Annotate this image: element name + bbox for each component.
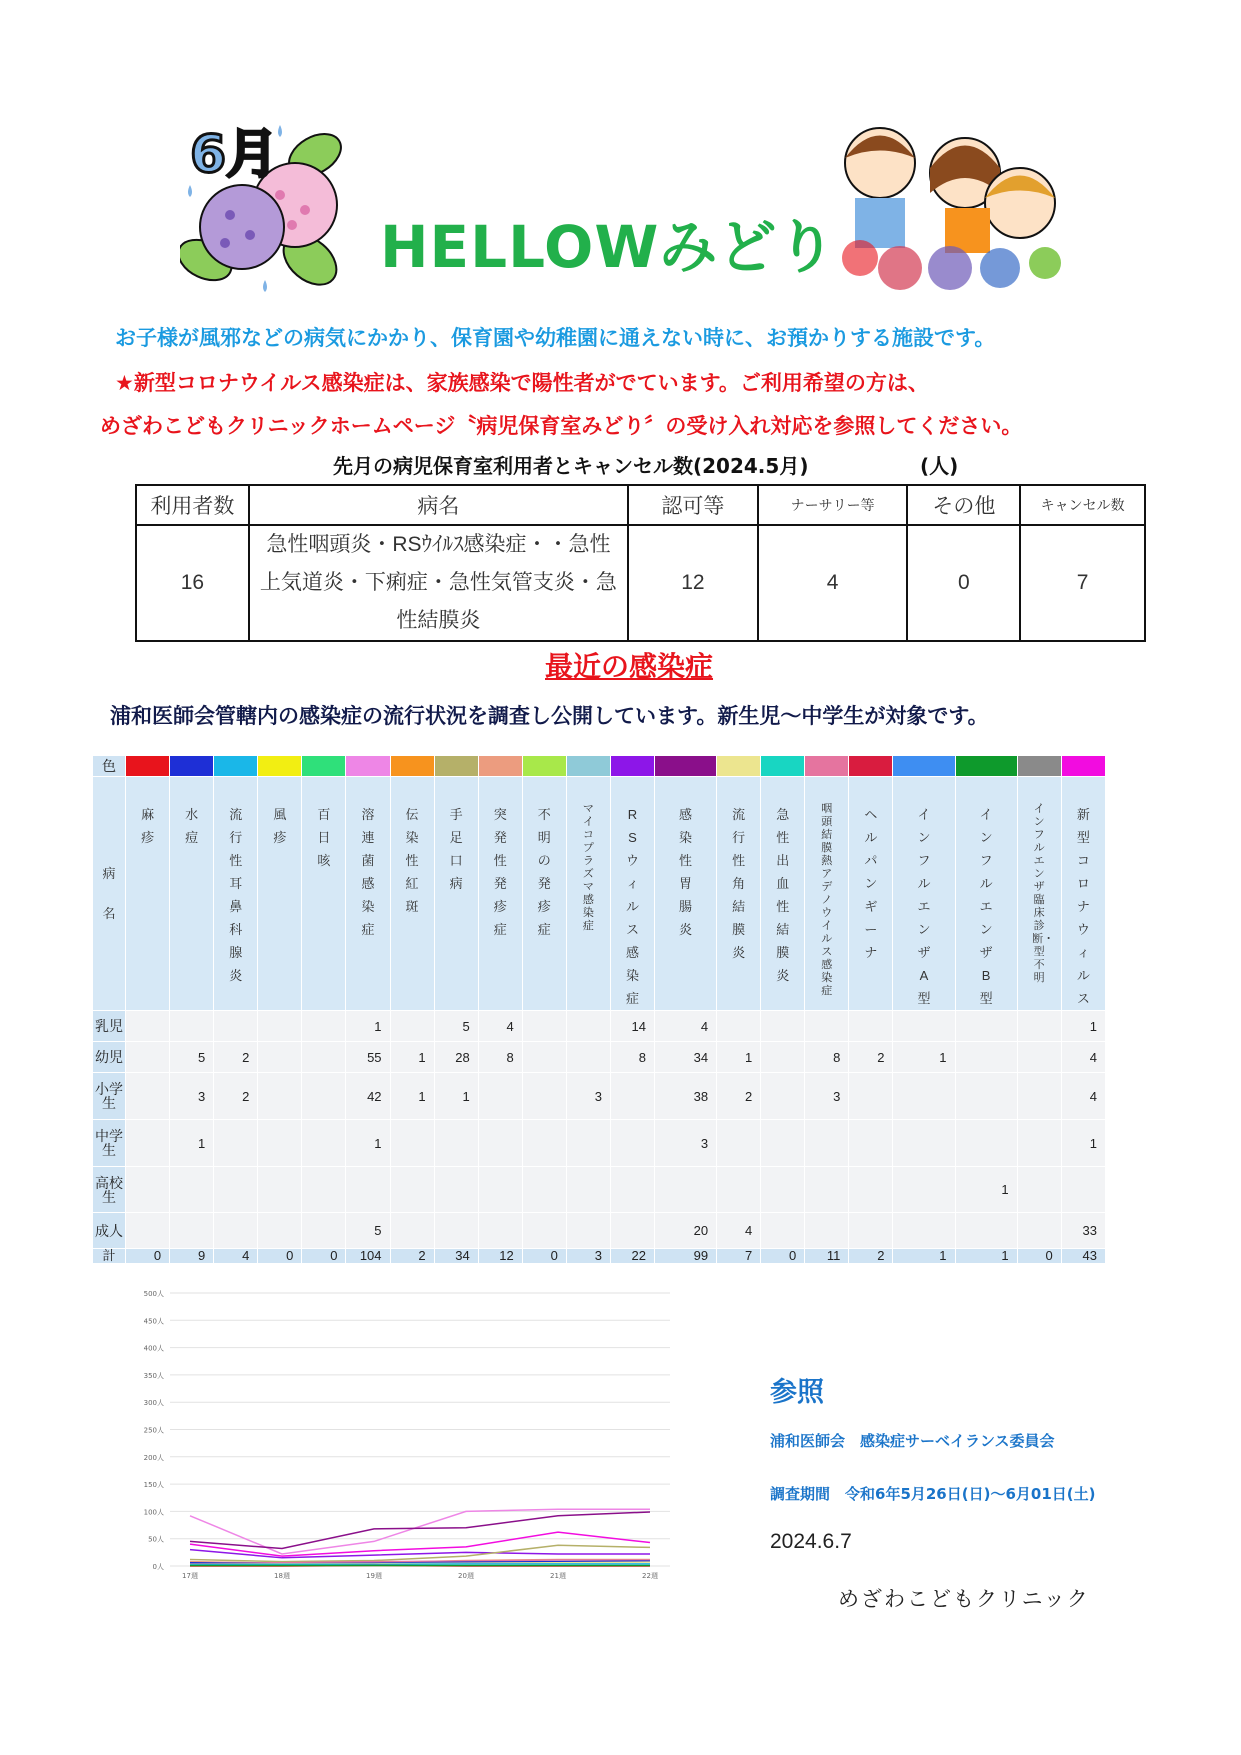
case-count: 1 — [893, 1042, 955, 1073]
cell-cancel: 7 — [1020, 525, 1145, 641]
total-row-label: 計 — [93, 1249, 126, 1264]
case-count — [522, 1042, 566, 1073]
case-count — [434, 1167, 478, 1213]
disease-name-label: 病名 — [102, 865, 116, 921]
total-count: 0 — [522, 1249, 566, 1264]
case-count — [893, 1073, 955, 1120]
case-count: 3 — [566, 1073, 610, 1120]
case-count: 55 — [346, 1042, 390, 1073]
case-count — [258, 1167, 302, 1213]
case-count — [522, 1213, 566, 1249]
color-swatch — [955, 756, 1017, 777]
disease-name: 流行性耳鼻科腺炎 — [229, 807, 243, 983]
cell-users: 16 — [136, 525, 249, 641]
intro-line-3: めざわこどもクリニックホームページ〝病児保育室みどり〞の受け入れ対応を参照してください。 — [100, 414, 1023, 438]
case-count — [955, 1042, 1017, 1073]
case-count — [478, 1213, 522, 1249]
color-swatch — [478, 756, 522, 777]
y-tick-label: 350人 — [143, 1371, 164, 1380]
disease-name-header — [214, 777, 258, 1011]
total-count: 2 — [390, 1249, 434, 1264]
cell-diseases: 急性咽頭炎・RSｳｲﾙｽ感染症・・急性上気道炎・下痢症・急性気管支炎・急性結膜炎 — [249, 525, 628, 641]
case-count — [170, 1213, 214, 1249]
disease-name: 流行性角結膜炎 — [732, 807, 746, 960]
disease-name-header — [434, 777, 478, 1011]
y-tick-label: 150人 — [143, 1481, 164, 1490]
total-count: 2 — [849, 1249, 893, 1264]
case-count — [302, 1042, 346, 1073]
age-group-label: 高校生 — [93, 1167, 126, 1213]
case-count — [258, 1213, 302, 1249]
disease-name-row-label — [93, 777, 126, 1011]
cell-other: 0 — [907, 525, 1020, 641]
case-count: 20 — [655, 1213, 717, 1249]
total-count: 9 — [170, 1249, 214, 1264]
case-count — [566, 1011, 610, 1042]
case-count: 1 — [346, 1120, 390, 1167]
reference-period: 調査期間 令和6年5月26日(日)～6月01日(土) — [770, 1485, 1096, 1503]
total-count: 4 — [214, 1249, 258, 1264]
disease-name-header — [566, 777, 610, 1011]
color-swatch — [761, 756, 805, 777]
case-count: 5 — [170, 1042, 214, 1073]
color-swatch — [214, 756, 258, 777]
disease-name: 伝染性紅斑 — [405, 807, 419, 914]
x-tick-label: 22週 — [642, 1572, 658, 1580]
case-count: 2 — [849, 1042, 893, 1073]
case-count — [302, 1073, 346, 1120]
total-count: 22 — [610, 1249, 654, 1264]
case-count — [893, 1213, 955, 1249]
case-count: 3 — [805, 1073, 849, 1120]
case-count: 1 — [955, 1167, 1017, 1213]
case-count — [955, 1120, 1017, 1167]
case-count: 1 — [717, 1042, 761, 1073]
case-count — [522, 1011, 566, 1042]
case-count — [302, 1011, 346, 1042]
color-swatch — [258, 756, 302, 777]
case-count — [955, 1073, 1017, 1120]
case-count: 1 — [434, 1073, 478, 1120]
disease-name: 風疹 — [273, 807, 287, 845]
disease-name: ヘルパンギーナ — [864, 807, 878, 960]
total-count: 0 — [302, 1249, 346, 1264]
case-count: 4 — [1061, 1042, 1105, 1073]
case-count — [302, 1120, 346, 1167]
disease-name: インフルエンザ臨床診断・型不明 — [1032, 803, 1055, 984]
total-count: 43 — [1061, 1249, 1105, 1264]
intro-line-2: ★新型コロナウイルス感染症は、家族感染で陽性者がでています。ご利用希望の方は、 — [115, 371, 929, 395]
recent-infections-heading: 最近の感染症 — [545, 650, 714, 683]
series-line — [190, 1512, 650, 1549]
disease-name: 急性出血性結膜炎 — [776, 807, 790, 983]
color-swatch — [655, 756, 717, 777]
header-nursery: ナーサリー等 — [758, 485, 908, 525]
case-count: 1 — [346, 1011, 390, 1042]
case-count — [390, 1011, 434, 1042]
x-tick-label: 20週 — [458, 1572, 474, 1580]
disease-name-header — [522, 777, 566, 1011]
cell-nursery: 4 — [758, 525, 908, 641]
case-count — [610, 1073, 654, 1120]
disease-name-header — [1061, 777, 1105, 1011]
case-count — [849, 1167, 893, 1213]
case-count — [761, 1213, 805, 1249]
disease-name: 百日咳 — [317, 807, 331, 868]
case-count — [302, 1167, 346, 1213]
disease-name-header — [478, 777, 522, 1011]
disease-name-header — [170, 777, 214, 1011]
disease-name-header — [849, 777, 893, 1011]
reference-title: 参照 — [770, 1377, 824, 1408]
y-tick-label: 100人 — [143, 1508, 164, 1517]
case-count — [214, 1213, 258, 1249]
case-count — [258, 1120, 302, 1167]
usage-table-title: 先月の病児保育室利用者とキャンセル数(2024.5月) — [333, 454, 809, 478]
case-count — [478, 1167, 522, 1213]
case-count — [566, 1120, 610, 1167]
color-swatch — [717, 756, 761, 777]
color-swatch — [566, 756, 610, 777]
case-count: 4 — [717, 1213, 761, 1249]
case-count — [126, 1167, 170, 1213]
case-count — [434, 1120, 478, 1167]
case-count: 5 — [434, 1011, 478, 1042]
case-count — [390, 1120, 434, 1167]
case-count — [434, 1213, 478, 1249]
case-count: 38 — [655, 1073, 717, 1120]
case-count — [955, 1213, 1017, 1249]
infection-table — [92, 755, 1106, 1264]
case-count: 5 — [346, 1213, 390, 1249]
case-count — [126, 1011, 170, 1042]
case-count — [478, 1073, 522, 1120]
case-count — [214, 1167, 258, 1213]
case-count: 4 — [655, 1011, 717, 1042]
y-tick-label: 300人 — [143, 1399, 164, 1408]
case-count — [1017, 1213, 1061, 1249]
age-group-label: 乳児 — [93, 1011, 126, 1042]
case-count — [126, 1213, 170, 1249]
disease-name-header — [717, 777, 761, 1011]
case-count — [717, 1011, 761, 1042]
x-tick-label: 19週 — [366, 1572, 382, 1580]
case-count: 2 — [717, 1073, 761, 1120]
color-swatch — [849, 756, 893, 777]
case-count — [717, 1167, 761, 1213]
x-tick-label: 18週 — [274, 1572, 290, 1580]
total-count: 3 — [566, 1249, 610, 1264]
case-count — [214, 1120, 258, 1167]
case-count — [126, 1120, 170, 1167]
case-count — [805, 1167, 849, 1213]
total-count: 0 — [1017, 1249, 1061, 1264]
disease-name-header — [390, 777, 434, 1011]
color-swatch — [434, 756, 478, 777]
disease-name-header — [610, 777, 654, 1011]
case-count — [893, 1120, 955, 1167]
case-count: 8 — [805, 1042, 849, 1073]
case-count — [390, 1213, 434, 1249]
case-count — [566, 1167, 610, 1213]
color-swatch — [390, 756, 434, 777]
case-count: 2 — [214, 1042, 258, 1073]
issue-date: 2024.6.7 — [770, 1530, 852, 1553]
color-swatch — [893, 756, 955, 777]
case-count — [717, 1120, 761, 1167]
disease-name: RSウィルス感染症 — [625, 807, 639, 1006]
disease-name-header — [1017, 777, 1061, 1011]
case-count: 14 — [610, 1011, 654, 1042]
usage-table-unit: (人) — [920, 454, 959, 478]
y-tick-label: 50人 — [148, 1535, 164, 1544]
case-count — [1017, 1042, 1061, 1073]
case-count — [849, 1073, 893, 1120]
case-count — [805, 1011, 849, 1042]
total-count: 12 — [478, 1249, 522, 1264]
header-users: 利用者数 — [136, 485, 249, 525]
case-count — [258, 1042, 302, 1073]
total-count: 0 — [126, 1249, 170, 1264]
case-count — [522, 1120, 566, 1167]
disease-name-header — [955, 777, 1017, 1011]
case-count — [893, 1011, 955, 1042]
header-diseases: 病名 — [249, 485, 628, 525]
disease-name-header — [805, 777, 849, 1011]
case-count: 4 — [1061, 1073, 1105, 1120]
case-count: 42 — [346, 1073, 390, 1120]
x-tick-label: 17週 — [182, 1572, 198, 1580]
age-group-label: 成人 — [93, 1213, 126, 1249]
disease-name-header — [893, 777, 955, 1011]
clinic-name: めざわこどもクリニック — [838, 1587, 1090, 1611]
header-cancel: キャンセル数 — [1020, 485, 1145, 525]
case-count — [566, 1042, 610, 1073]
disease-name-header — [258, 777, 302, 1011]
case-count — [170, 1011, 214, 1042]
total-count: 104 — [346, 1249, 390, 1264]
total-count: 99 — [655, 1249, 717, 1264]
case-count: 1 — [1061, 1011, 1105, 1042]
case-count: 3 — [170, 1073, 214, 1120]
color-swatch — [522, 756, 566, 777]
weekly-infection-line-chart — [120, 1283, 680, 1583]
case-count — [1061, 1167, 1105, 1213]
color-swatch — [126, 756, 170, 777]
color-swatch — [170, 756, 214, 777]
intro-line-1: お子様が風邪などの病気にかかり、保育園や幼稚園に通えない時に、お預かりする施設です。 — [115, 326, 996, 350]
x-tick-label: 21週 — [550, 1572, 566, 1580]
disease-name: マイコプラズマ感染症 — [582, 803, 594, 932]
case-count: 2 — [214, 1073, 258, 1120]
disease-name: 水痘 — [185, 807, 199, 845]
case-count: 3 — [655, 1120, 717, 1167]
disease-name: インフルエンザA型 — [917, 807, 931, 1006]
disease-name: 麻疹 — [141, 807, 155, 845]
case-count — [610, 1120, 654, 1167]
age-group-label: 中学生 — [93, 1120, 126, 1167]
total-count: 0 — [258, 1249, 302, 1264]
total-count: 0 — [761, 1249, 805, 1264]
newsletter-title: HELLOWみどり — [380, 213, 837, 281]
case-count — [1017, 1120, 1061, 1167]
case-count: 28 — [434, 1042, 478, 1073]
disease-name-header — [761, 777, 805, 1011]
case-count: 1 — [390, 1073, 434, 1120]
y-tick-label: 500人 — [143, 1290, 164, 1298]
case-count — [849, 1011, 893, 1042]
case-count — [522, 1073, 566, 1120]
case-count — [805, 1120, 849, 1167]
disease-name: 溶連菌感染症 — [361, 807, 375, 937]
case-count: 34 — [655, 1042, 717, 1073]
case-count — [655, 1167, 717, 1213]
case-count — [522, 1167, 566, 1213]
case-count — [1017, 1167, 1061, 1213]
case-count — [761, 1073, 805, 1120]
total-count: 1 — [893, 1249, 955, 1264]
case-count — [566, 1213, 610, 1249]
total-count: 1 — [955, 1249, 1017, 1264]
reference-source: 浦和医師会 感染症サーベイランス委員会 — [770, 1432, 1055, 1450]
disease-name: 感染性胃腸炎 — [679, 807, 693, 937]
y-tick-label: 0人 — [152, 1563, 164, 1571]
case-count — [126, 1042, 170, 1073]
disease-name-header — [346, 777, 390, 1011]
case-count: 4 — [478, 1011, 522, 1042]
age-group-label: 幼児 — [93, 1042, 126, 1073]
age-group-label: 小学生 — [93, 1073, 126, 1120]
case-count — [346, 1167, 390, 1213]
color-swatch — [610, 756, 654, 777]
case-count — [761, 1120, 805, 1167]
color-swatch — [805, 756, 849, 777]
total-count: 11 — [805, 1249, 849, 1264]
color-swatch — [1061, 756, 1105, 777]
case-count — [610, 1167, 654, 1213]
case-count — [761, 1011, 805, 1042]
case-count: 8 — [478, 1042, 522, 1073]
color-swatch — [1017, 756, 1061, 777]
case-count — [302, 1213, 346, 1249]
case-count: 8 — [610, 1042, 654, 1073]
usage-table — [135, 484, 1146, 642]
case-count — [893, 1167, 955, 1213]
disease-name: 突発性発疹症 — [493, 807, 507, 937]
disease-name: 咽頭結膜熱アデノウイルス感染症 — [821, 803, 833, 997]
case-count — [955, 1011, 1017, 1042]
case-count — [214, 1011, 258, 1042]
case-count: 1 — [390, 1042, 434, 1073]
case-count — [258, 1073, 302, 1120]
case-count: 1 — [1061, 1120, 1105, 1167]
month-label: 6月 — [190, 125, 279, 185]
disease-name-header — [126, 777, 170, 1011]
case-count — [805, 1213, 849, 1249]
y-tick-label: 200人 — [143, 1453, 164, 1462]
case-count — [761, 1167, 805, 1213]
case-count: 33 — [1061, 1213, 1105, 1249]
y-tick-label: 250人 — [143, 1426, 164, 1435]
color-swatch — [346, 756, 390, 777]
header-other: その他 — [907, 485, 1020, 525]
case-count — [170, 1167, 214, 1213]
case-count — [126, 1073, 170, 1120]
y-tick-label: 450人 — [143, 1317, 164, 1326]
color-row-label: 色 — [93, 756, 126, 777]
total-count: 34 — [434, 1249, 478, 1264]
case-count — [390, 1167, 434, 1213]
case-count — [849, 1213, 893, 1249]
case-count — [849, 1120, 893, 1167]
disease-name-header — [302, 777, 346, 1011]
case-count — [258, 1011, 302, 1042]
cell-licensed: 12 — [628, 525, 758, 641]
case-count — [478, 1120, 522, 1167]
total-count: 7 — [717, 1249, 761, 1264]
disease-name-header — [655, 777, 717, 1011]
case-count: 1 — [170, 1120, 214, 1167]
header-licensed: 認可等 — [628, 485, 758, 525]
disease-name: 不明の発疹症 — [537, 807, 551, 937]
y-tick-label: 400人 — [143, 1344, 164, 1353]
case-count — [761, 1042, 805, 1073]
disease-name: インフルエンザB型 — [979, 807, 993, 1006]
children-illustration — [830, 118, 1080, 298]
case-count — [610, 1213, 654, 1249]
disease-name: 新型コロナウィルス — [1076, 807, 1090, 1006]
case-count — [1017, 1011, 1061, 1042]
color-swatch — [302, 756, 346, 777]
survey-description: 浦和医師会管轄内の感染症の流行状況を調査し公開しています。新生児～中学生が対象です。 — [110, 704, 989, 728]
case-count — [1017, 1073, 1061, 1120]
disease-name: 手足口病 — [449, 807, 463, 891]
